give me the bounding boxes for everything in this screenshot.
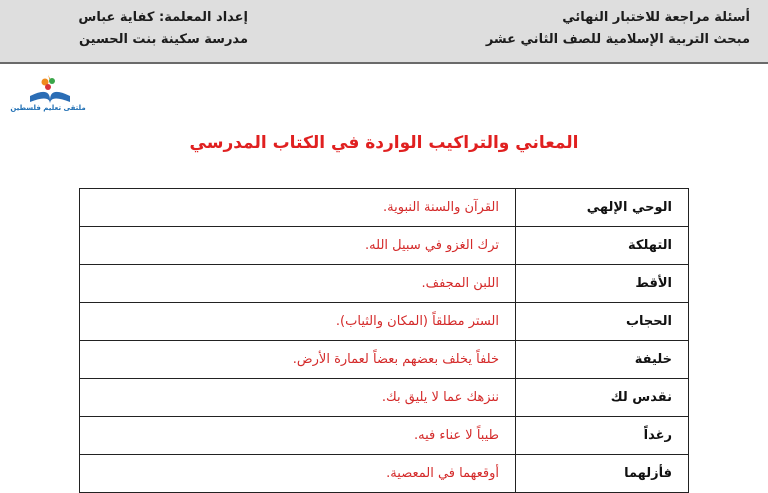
table-row <box>80 227 689 265</box>
school-name: مدرسة سكينة بنت الحسين <box>78 32 248 47</box>
meaning-cell: اللبن المجفف. <box>80 265 516 303</box>
page-title: المعاني والتراكيب الواردة في الكتاب المدرسي <box>189 133 579 153</box>
table-row <box>80 303 689 341</box>
subject-title: مبحث التربية الإسلامية للصف الثاني عشر <box>485 32 750 47</box>
meaning-cell: ترك الغزو في سبيل الله. <box>80 227 516 265</box>
table-row <box>80 417 689 455</box>
table-row <box>80 379 689 417</box>
meaning-cell: القرآن والسنة النبوية. <box>80 189 516 227</box>
meaning-cell: خلفاً يخلف بعضهم بعضاً لعمارة الأرض. <box>80 341 516 379</box>
meaning-cell: ننزهك عما لا يليق بك. <box>80 379 516 417</box>
term-cell: نقدس لك <box>516 379 689 417</box>
meaning-cell: الستر مطلقاً (المكان والثياب). <box>80 303 516 341</box>
exam-title: أسئلة مراجعة للاختبار النهائي <box>562 10 750 25</box>
table-row <box>80 265 689 303</box>
term-cell: خليفة <box>516 341 689 379</box>
term-cell: الحجاب <box>516 303 689 341</box>
logo-caption: ملتقى تعليم فلسطين <box>10 104 86 112</box>
term-cell: فأزلهما <box>516 455 689 493</box>
table-row <box>80 455 689 493</box>
table-row <box>80 189 689 227</box>
table-row <box>80 341 689 379</box>
meaning-cell: أوقعهما في المعصية. <box>80 455 516 493</box>
term-cell: رغداً <box>516 417 689 455</box>
meaning-cell: طيباً لا عناء فيه. <box>80 417 516 455</box>
term-cell: التهلكة <box>516 227 689 265</box>
terms-table <box>79 188 689 493</box>
term-cell: الوحي الإلهي <box>516 189 689 227</box>
header-band <box>0 0 768 64</box>
teacher-name: إعداد المعلمة: كفاية عباس <box>78 10 248 25</box>
term-cell: الأقط <box>516 265 689 303</box>
